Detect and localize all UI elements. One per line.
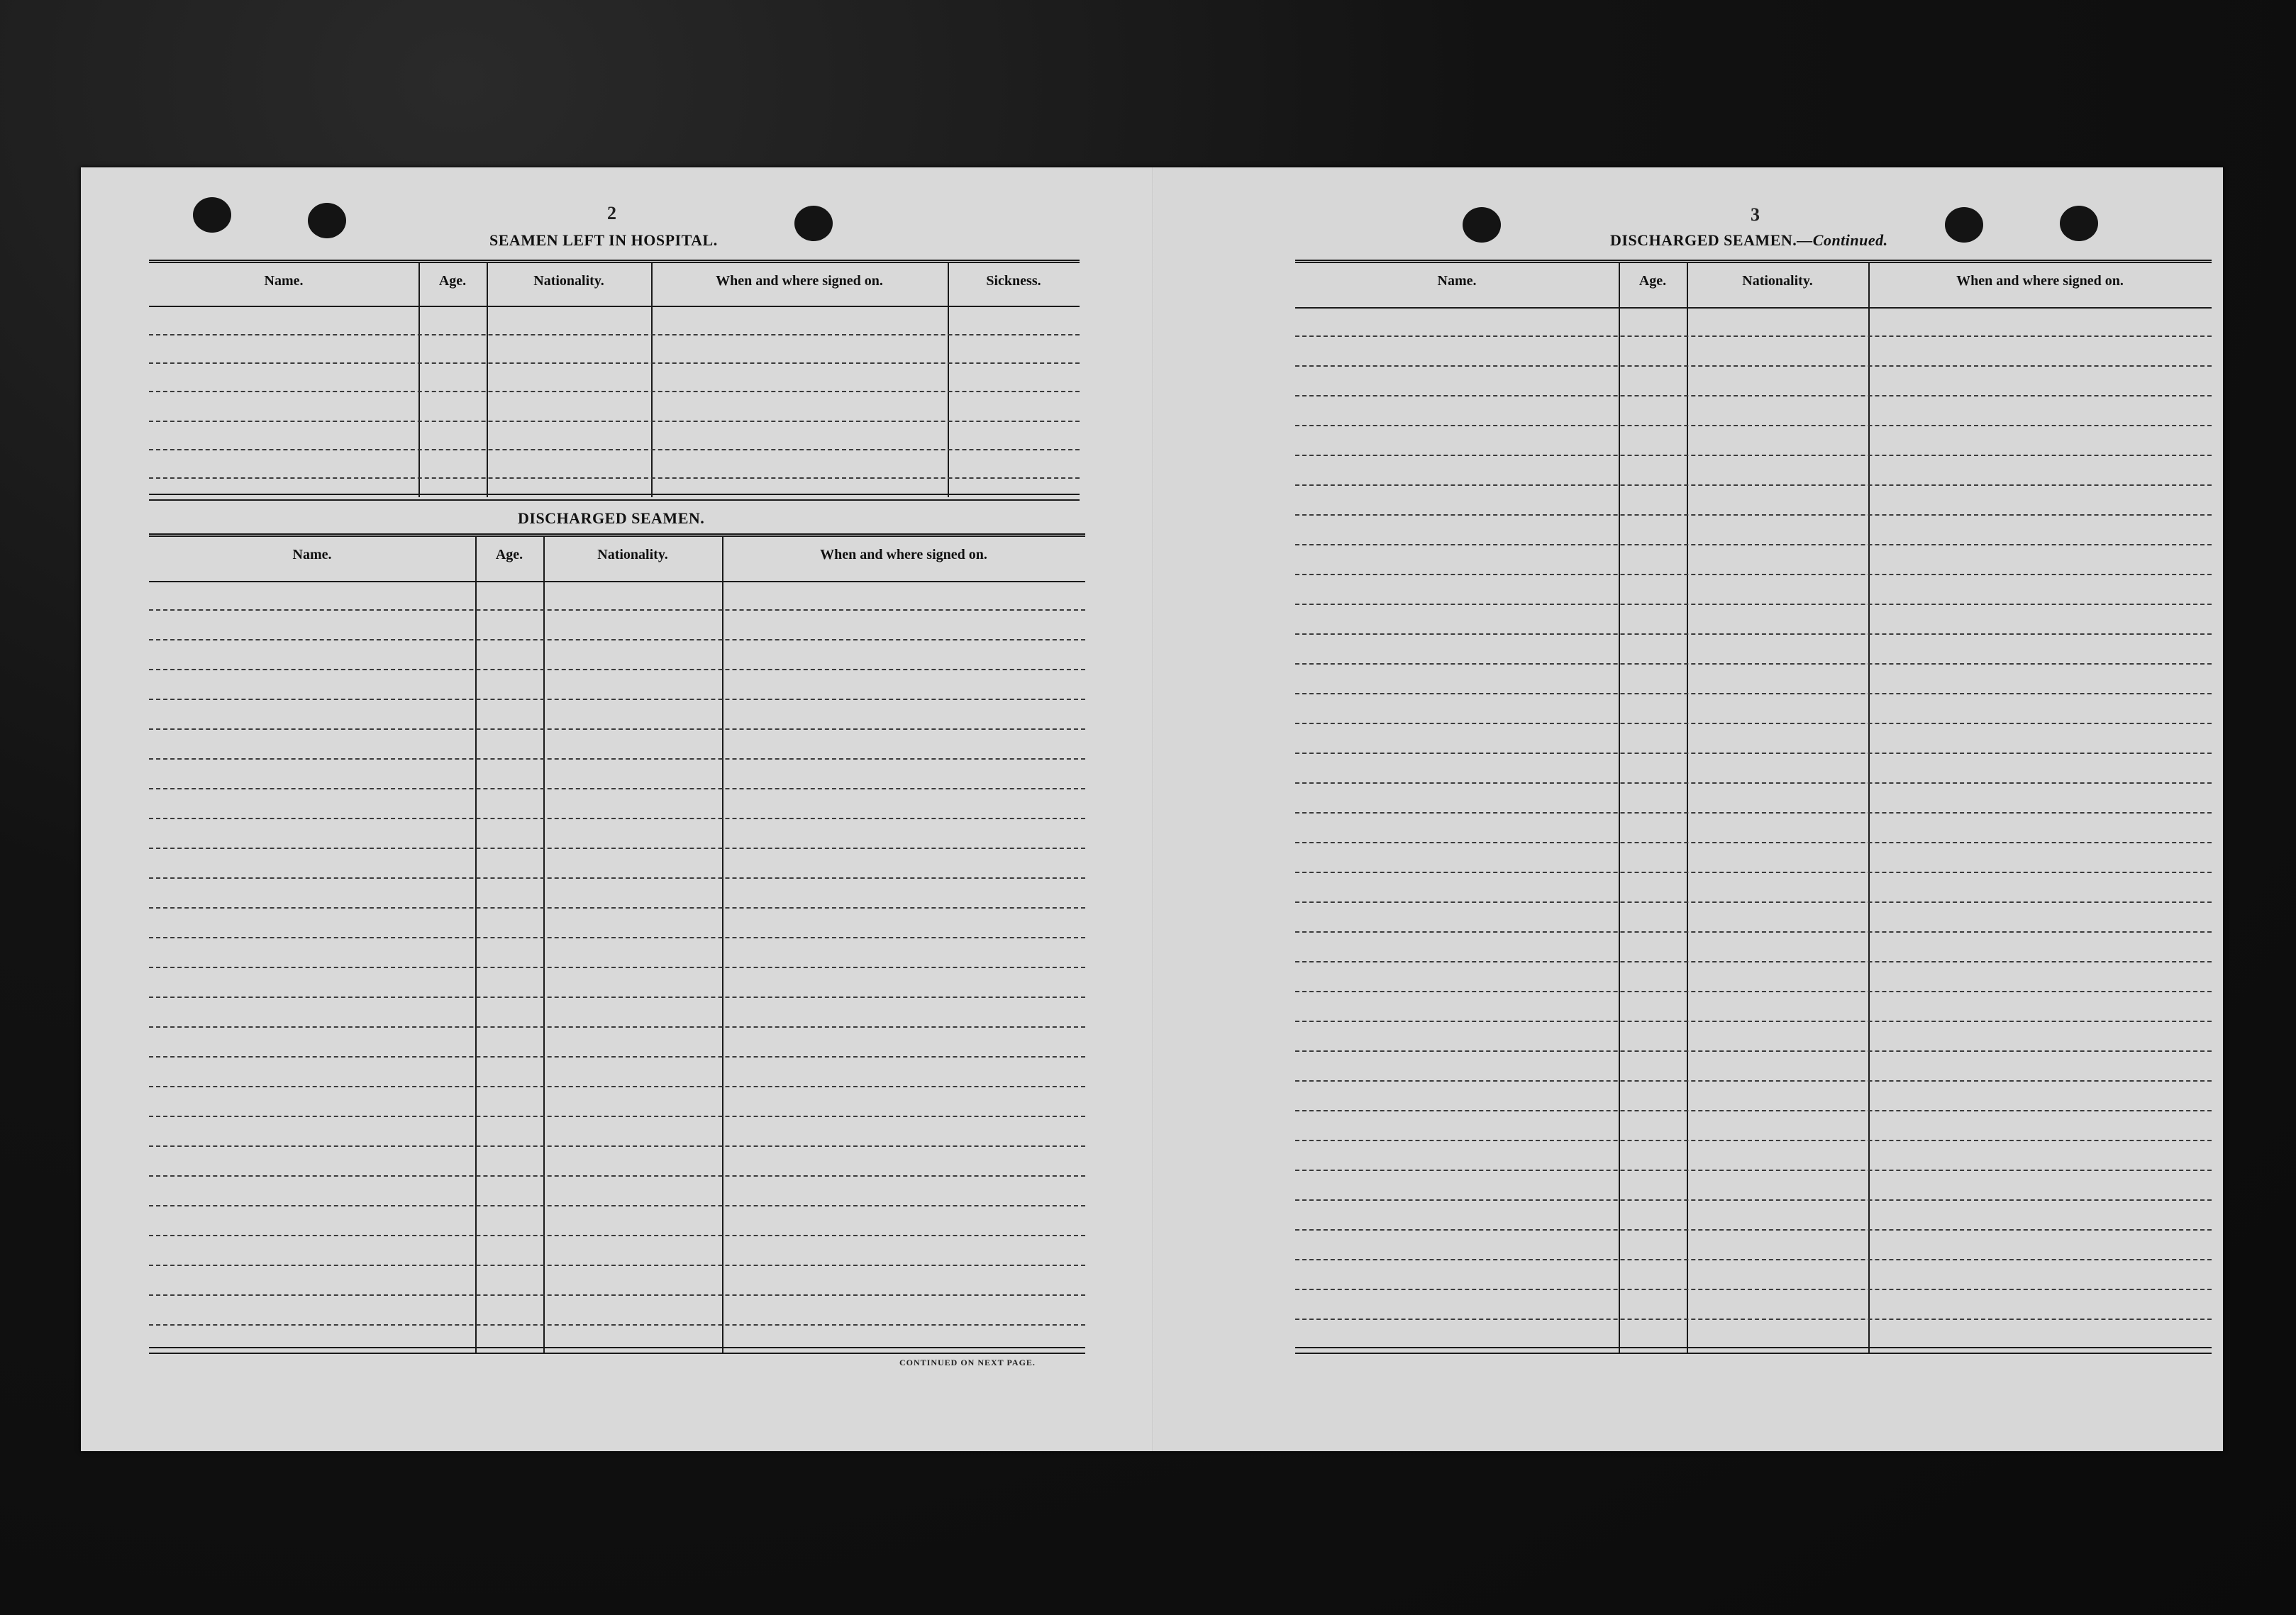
entry-line [1295,1319,2212,1320]
entry-line [149,877,1085,879]
entry-line [1295,961,2212,962]
entry-line [1295,782,2212,784]
entry-line [1295,365,2212,367]
entry-line [1295,1080,2212,1082]
discharged-table [149,533,1085,1353]
entry-line [1295,872,2212,873]
column-divider [418,263,420,497]
discharged-section-title: DISCHARGED SEAMEN. [518,509,705,527]
entry-line [1295,395,2212,396]
title-text: DISCHARGED SEAMEN. [1610,231,1797,249]
punch-hole [308,203,346,238]
page-number: 2 [607,203,616,223]
entry-line [149,1205,1085,1206]
column-divider [948,263,949,497]
entry-line [1295,693,2212,694]
entry-line [1295,842,2212,843]
entry-line [149,967,1085,968]
entry-line [149,997,1085,998]
punch-hole [2060,206,2098,241]
entry-line [149,728,1085,730]
entry-line [1295,812,2212,814]
column-divider [722,537,723,1353]
entry-line [1295,991,2212,992]
entry-line [1295,901,2212,903]
col-age: Age. [1638,273,1667,289]
entry-line [1295,1199,2212,1201]
punch-hole [193,197,231,233]
entry-line [1295,604,2212,605]
entry-line [149,391,1080,392]
entry-line [1295,753,2212,754]
entry-line [149,1145,1085,1147]
hospital-section-title: SEAMEN LEFT IN HOSPITAL. [489,231,718,249]
entry-line [149,421,1080,422]
entry-line [1295,723,2212,724]
entry-line [1295,663,2212,665]
hospital-table [149,260,1080,490]
entry-line [149,699,1085,700]
entry-line [1295,1050,2212,1052]
entry-line [149,907,1085,909]
col-nationality: Nationality. [597,547,668,562]
discharged-continued-table [1295,260,2212,1353]
entry-line [149,1026,1085,1028]
entry-line [1295,1229,2212,1231]
column-divider [1619,263,1620,1353]
entry-line [149,609,1085,611]
table-bottom-rule [149,1347,1085,1354]
entry-line [149,848,1085,849]
column-divider [475,537,477,1353]
punch-hole [794,206,833,241]
entry-line [1295,544,2212,545]
col-name: Name. [264,273,304,289]
entry-line [149,937,1085,938]
column-divider [1687,263,1688,1353]
table-bottom-rule [1295,1347,2212,1354]
col-signed-on: When and where signed on. [716,273,883,289]
col-sickness: Sickness. [986,273,1041,289]
discharged-continued-title [1610,231,1888,250]
entry-line [149,1324,1085,1326]
entry-line [1295,1259,2212,1260]
entry-line [1295,514,2212,516]
page-2 [81,167,1152,1451]
entry-line [1295,574,2212,575]
col-age: Age. [438,273,467,289]
entry-line [149,362,1080,364]
entry-line [149,1175,1085,1177]
entry-line [149,758,1085,760]
entry-line [149,477,1080,479]
continued-note: CONTINUED ON NEXT PAGE. [899,1358,1036,1367]
column-divider [543,537,545,1353]
entry-line [149,639,1085,640]
entry-line [1295,455,2212,456]
title-suffix: —Continued. [1797,231,1888,249]
column-divider [487,263,488,497]
document-sheet [81,167,2223,1451]
entry-line [1295,425,2212,426]
entry-line [149,334,1080,335]
entry-line [1295,1110,2212,1111]
table-bottom-rule [149,494,1080,501]
punch-hole [1463,207,1501,243]
punch-hole [1945,207,1983,243]
col-name: Name. [292,547,332,562]
entry-line [1295,1289,2212,1290]
col-signed-on: When and where signed on. [1956,273,2124,289]
entry-line [149,1294,1085,1296]
entry-line [1295,1170,2212,1171]
col-nationality: Nationality. [1742,273,1813,289]
entry-line [1295,1021,2212,1022]
col-signed-on: When and where signed on. [820,547,987,562]
entry-line [1295,335,2212,337]
entry-line [1295,633,2212,635]
page-number: 3 [1751,204,1760,225]
entry-line [149,788,1085,789]
column-divider [1868,263,1870,1353]
col-nationality: Nationality. [533,273,604,289]
entry-line [1295,484,2212,486]
col-age: Age. [495,547,523,562]
entry-line [149,1056,1085,1058]
entry-line [1295,931,2212,933]
page-3 [1153,167,2223,1451]
entry-line [149,449,1080,450]
entry-line [149,1086,1085,1087]
entry-line [149,1116,1085,1117]
entry-line [149,669,1085,670]
col-name: Name. [1437,273,1477,289]
entry-line [149,818,1085,819]
column-divider [651,263,653,497]
entry-line [1295,1140,2212,1141]
entry-line [149,1235,1085,1236]
entry-line [149,1265,1085,1266]
